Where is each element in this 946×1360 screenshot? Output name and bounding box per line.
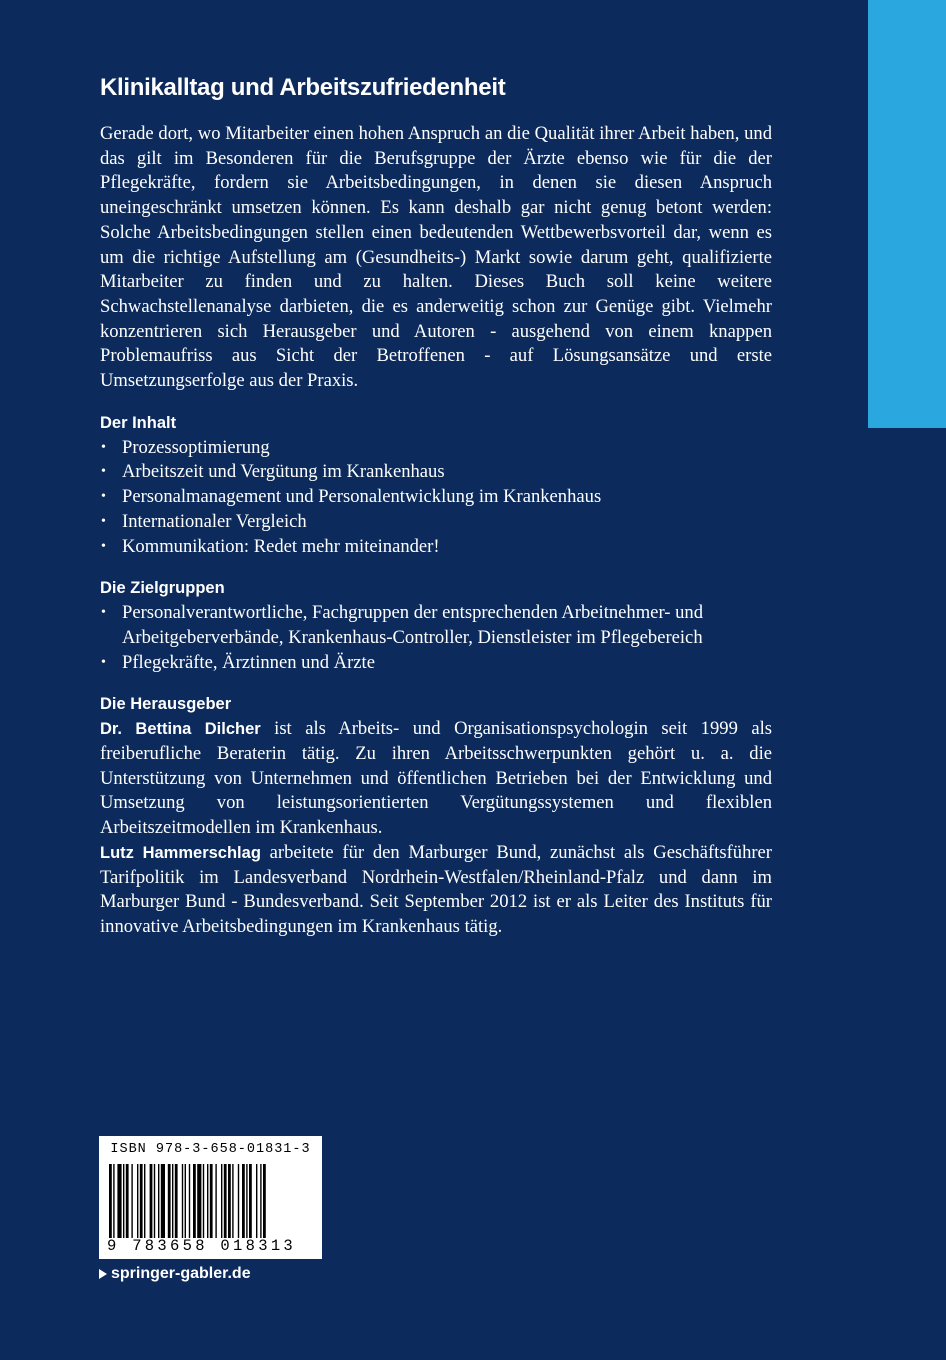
bullet-icon: • <box>101 464 106 480</box>
book-title: Klinikalltag und Arbeitszufriedenheit <box>100 74 506 101</box>
bullet-icon: • <box>101 439 106 455</box>
barcode-bar <box>238 1164 239 1238</box>
barcode-bar <box>203 1164 204 1238</box>
list-item: • Personalverantwortliche, Fachgruppen der entsprechenden Arbeitnehmer- und Arbeitgeberverbände, Krankenhaus-Controller, Dienstleister im Pflegebereich <box>101 602 703 648</box>
list-item: • Pflegekräfte, Ärztinnen und Ärzte <box>100 651 772 676</box>
bullet-icon: • <box>101 538 106 554</box>
barcode-bar <box>221 1164 222 1238</box>
barcode-bar <box>246 1164 247 1238</box>
barcode-bar <box>260 1164 261 1238</box>
list-item: • Internationaler Vergleich <box>100 510 772 535</box>
editor-bio-1: Dr. Bettina Dilcher ist als Arbeits- und Organisationspsychologin seit 1999 als freiberufliche Beraterin tätig. Zu ihren Arbeitsschwerpunkten gehört u. a. die Unterstützung von Unternehmen und öffentlichen Betrieben bei der Entwicklung und Umsetzung von leistungsorientierten Vergütungssystemen und flexiblen Arbeitszeitmodellen im Krankenhaus. <box>100 718 772 839</box>
barcode-bar <box>189 1164 190 1238</box>
barcode-bar <box>154 1164 155 1238</box>
barcode-bar <box>215 1164 216 1238</box>
barcode-bar <box>150 1164 153 1238</box>
bullet-icon: • <box>101 654 106 670</box>
accent-bar <box>868 0 946 428</box>
barcode-bar <box>131 1164 132 1238</box>
barcode-bar <box>182 1164 183 1238</box>
barcode-bar <box>256 1164 257 1238</box>
website-label: springer-gabler.de <box>111 1265 251 1282</box>
ean-digits: 9 783658 018313 <box>107 1237 297 1255</box>
back-cover-content <box>100 72 772 940</box>
inhalt-list <box>100 436 772 560</box>
barcode-bar <box>207 1164 208 1238</box>
section-heading-herausgeber: Die Herausgeber <box>100 695 232 714</box>
barcode-bar <box>161 1164 165 1238</box>
barcode-bar <box>140 1164 143 1238</box>
section-heading-zielgruppen: Die Zielgruppen <box>100 579 225 598</box>
bullet-icon: • <box>101 513 106 529</box>
bullet-icon: • <box>101 605 106 621</box>
editor-name-2: Lutz Hammerschlag <box>100 843 261 862</box>
barcode-bar <box>224 1164 227 1238</box>
zielgruppen-list <box>100 601 772 675</box>
barcode-bar <box>123 1164 124 1238</box>
barcode-bar <box>197 1164 201 1238</box>
barcode-bar <box>113 1164 114 1238</box>
barcode-bar <box>158 1164 159 1238</box>
barcode-bar <box>185 1164 186 1238</box>
section-heading-inhalt: Der Inhalt <box>100 413 177 432</box>
barcode-bar <box>126 1164 129 1238</box>
barcode-bar <box>263 1164 266 1238</box>
list-item: • Arbeitszeit und Vergütung im Krankenhaus <box>100 460 772 485</box>
barcode-bars <box>109 1164 312 1238</box>
isbn-label: ISBN 978-3-658-01831-3 <box>110 1142 311 1157</box>
barcode-bar <box>175 1164 178 1238</box>
barcode-bar <box>249 1164 252 1238</box>
barcode-bar <box>109 1164 112 1238</box>
list-item: • Personalmanagement und Personalentwicklung im Krankenhaus <box>100 485 772 510</box>
editor-bio-2: Lutz Hammerschlag arbeitete für den Marburger Bund, zunächst als Geschäftsführer Tarifpolitik im Landesverband Nordrhein-Westfalen/Rheinland-Pfalz und dann im Marburger Bund - Bundesverband. Seit September 2012 ist er als Leiter des Instituts für innovative Arbeitsbedingungen im Krankenhaus tätig. <box>100 841 773 937</box>
editor-name-1: Dr. Bettina Dilcher <box>100 720 261 739</box>
list-item: • Kommunikation: Redet mehr miteinander! <box>100 535 772 560</box>
barcode-bar <box>144 1164 145 1238</box>
bullet-icon: • <box>101 489 106 505</box>
barcode-bar <box>210 1164 213 1238</box>
barcode-bar <box>172 1164 173 1238</box>
barcode-bar <box>228 1164 231 1238</box>
barcode-bar <box>137 1164 138 1238</box>
barcode-bar <box>117 1164 121 1238</box>
isbn-barcode <box>99 1136 322 1259</box>
arrow-right-icon <box>99 1269 107 1279</box>
barcode-bar <box>242 1164 245 1238</box>
barcode-bar <box>168 1164 171 1238</box>
barcode-bar <box>193 1164 196 1238</box>
intro-paragraph: Gerade dort, wo Mitarbeiter einen hohen Anspruch an die Qualität ihrer Arbeit haben, und das gilt im Besonderen für die Berufsgruppe der Ärzte ebenso wie für die der Pflegekräfte, fordern sie Arbeitsbedingungen, in denen sie diesen Anspruch uneingeschränkt umsetzen können. Es kann deshalb gar nicht genug betont werden: Solche Arbeitsbedingungen stellen einen bedeutenden Wettbewerbsvorteil dar, wenn es um die richtige Aufstellung am (Gesundheits-) Markt sowie darum geht, qualifizierte Mitarbeiter zu finden und zu halten. Dieses Buch soll keine weitere Schwachstellenanalyse darbieten, die es anderweitig schon zur Genüge gibt. Vielmehr konzentrieren sich Herausgeber und Autoren - ausgehend von einem knappen Problemaufriss aus Sicht der Betroffenen - auf Lösungsansätze und erste Umsetzungserfolge aus der Praxis. <box>100 123 772 392</box>
list-item: • Prozessoptimierung <box>100 436 772 461</box>
website-link[interactable] <box>99 1265 251 1283</box>
barcode-bar <box>232 1164 233 1238</box>
